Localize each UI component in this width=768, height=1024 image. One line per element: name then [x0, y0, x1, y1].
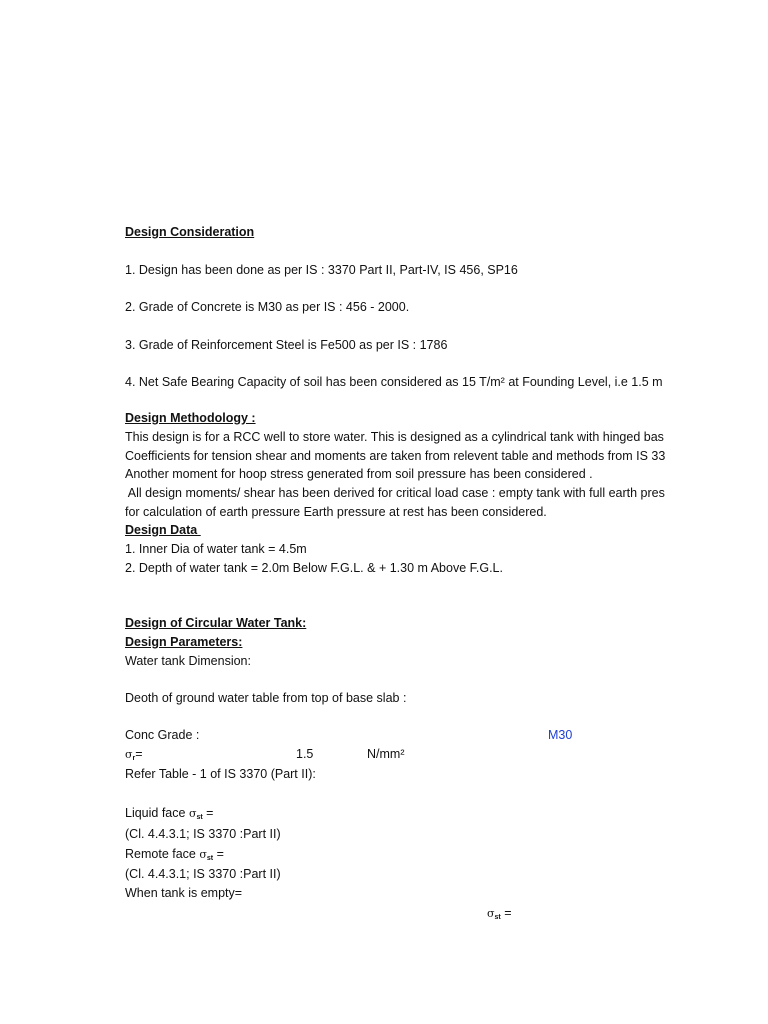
remote-face-equals: = [216, 847, 224, 861]
sigma-st-subscript: st [206, 855, 214, 862]
sigma-r-label [125, 746, 143, 767]
design-data-heading: Design Data [125, 523, 201, 537]
sigma-r-subscript: r [132, 755, 136, 762]
tank-empty-label: When tank is empty= [125, 886, 243, 900]
sigma-symbol: σ [125, 748, 133, 761]
methodology-line-3: Another moment for hoop stress generated from soil pressure has been considered . [125, 467, 593, 481]
remote-face-label [125, 846, 224, 867]
sigma-r-value: 1.5 [296, 747, 314, 761]
methodology-line-4: All design moments/ shear has been derived for critical load case : empty tank with full earth pres [125, 486, 665, 500]
sigma-st-empty-equals: = [504, 906, 512, 920]
design-parameters-heading: Design Parameters: [125, 635, 243, 649]
methodology-line-2: Coefficients for tension shear and moments are taken from relevent table and methods from IS 33 [125, 449, 666, 463]
design-consideration-heading: Design Consideration [125, 225, 255, 239]
consideration-item-4: 4. Net Safe Bearing Capacity of soil has been considered as 15 T/m² at Founding Level, i.e 1.5 m [125, 375, 663, 389]
consideration-item-3: 3. Grade of Reinforcement Steel is Fe500 as per IS : 1786 [125, 338, 448, 352]
refer-table-text: Refer Table - 1 of IS 3370 (Part II): [125, 767, 316, 781]
liquid-face-label [125, 805, 213, 826]
sigma-r-equals: = [135, 747, 143, 761]
sigma-symbol: σ [188, 807, 197, 820]
liquid-face-text: Liquid face [125, 806, 189, 820]
consideration-item-1: 1. Design has been done as per IS : 3370 Part II, Part-IV, IS 456, SP16 [125, 263, 518, 277]
sigma-st-empty [487, 905, 512, 926]
sigma-st-subscript: st [494, 914, 501, 921]
consideration-item-2: 2. Grade of Concrete is M30 as per IS : 456 - 2000. [125, 300, 410, 314]
conc-grade-label: Conc Grade : [125, 728, 200, 742]
water-table-label: Deoth of ground water table from top of base slab : [125, 691, 407, 705]
methodology-line-5: for calculation of earth pressure Earth pressure at rest has been considered. [125, 505, 547, 519]
circular-tank-heading: Design of Circular Water Tank: [125, 616, 307, 630]
sigma-r-unit: N/mm² [367, 747, 405, 761]
design-methodology-heading: Design Methodology : [125, 411, 256, 425]
methodology-line-1: This design is for a RCC well to store water. This is designed as a cylindrical tank with hinged bas [125, 430, 664, 444]
sigma-symbol: σ [199, 848, 207, 861]
tank-dimension-label: Water tank Dimension: [125, 654, 251, 668]
sigma-st-subscript: st [196, 814, 203, 821]
design-data-line-1: 1. Inner Dia of water tank = 4.5m [125, 542, 307, 556]
cl-ref-remote: (Cl. 4.4.3.1; IS 3370 :Part II) [125, 867, 281, 881]
remote-face-text: Remote face [125, 847, 200, 861]
liquid-face-equals: = [206, 806, 214, 820]
conc-grade-value: M30 [548, 728, 573, 742]
cl-ref-liquid: (Cl. 4.4.3.1; IS 3370 :Part II) [125, 827, 281, 841]
sigma-symbol: σ [487, 907, 495, 920]
design-data-line-2: 2. Depth of water tank = 2.0m Below F.G.L. & + 1.30 m Above F.G.L. [125, 561, 503, 575]
